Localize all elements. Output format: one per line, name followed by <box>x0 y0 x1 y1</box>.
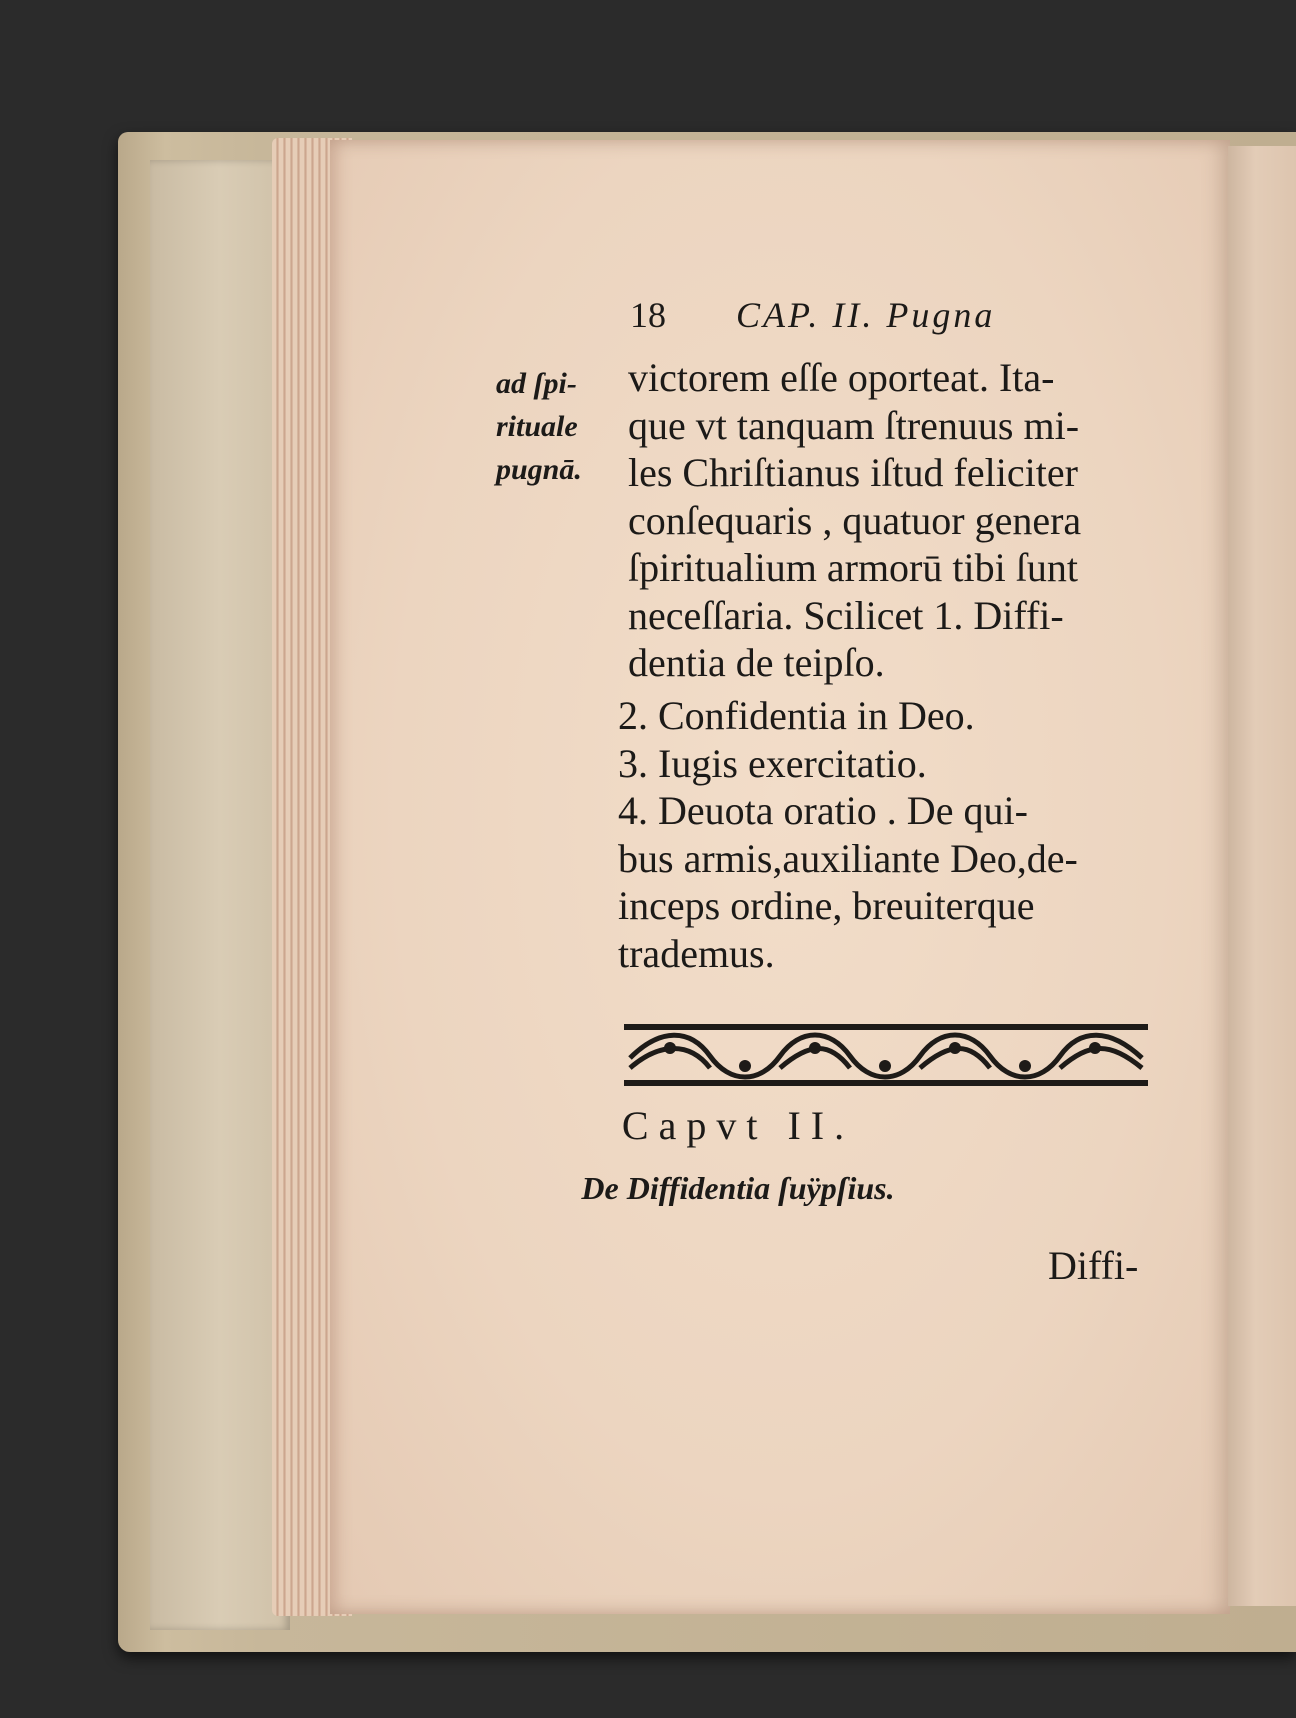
list-line: trademus. <box>618 930 775 976</box>
list-line: 3. Iugis exercitatio. <box>618 740 927 786</box>
body-line: que vt tanquam ſtrenuus mi- <box>628 402 1080 448</box>
facing-page-edge <box>1228 146 1296 1606</box>
book-flyleaf <box>150 160 290 1630</box>
body-line: dentia de teipſo. <box>628 640 885 685</box>
catchword: Diffi- <box>1048 1243 1139 1288</box>
margin-note-line: rituale <box>496 410 578 443</box>
running-head-title: CAP. II. Pugna <box>736 295 996 335</box>
margin-note <box>496 362 582 491</box>
page-number: 18 <box>630 295 666 335</box>
list-line: inceps ordine, breuiterque <box>618 883 1035 928</box>
body-text <box>628 354 1081 687</box>
body-line: neceſſaria. Scilicet 1. Diffi- <box>628 592 1064 638</box>
numbered-list <box>618 692 1078 977</box>
body-line: les Chriſtianus iſtud feliciter <box>628 450 1078 495</box>
margin-note-line: ad ſpi- <box>496 367 577 400</box>
list-line: 2. Confidentia in Deo. <box>618 693 975 738</box>
body-line: victorem eſſe oporteat. Ita- <box>628 355 1055 400</box>
body-line: ſpiritualium armorū tibi ſunt <box>628 545 1078 590</box>
body-line: conſequaris , quatuor genera <box>628 497 1082 543</box>
running-head <box>630 294 995 336</box>
decorative-ornament-band <box>620 1018 1152 1090</box>
list-line: 4. Deuota oratio . De qui- <box>618 788 1028 833</box>
list-line: bus armis,auxiliante Deo,de- <box>618 835 1078 881</box>
margin-note-line: pugnā. <box>496 453 582 486</box>
chapter-subtitle: De Diffidentia ſuÿpſius. <box>581 1170 895 1206</box>
chapter-heading: Capvt II. <box>621 1103 855 1148</box>
